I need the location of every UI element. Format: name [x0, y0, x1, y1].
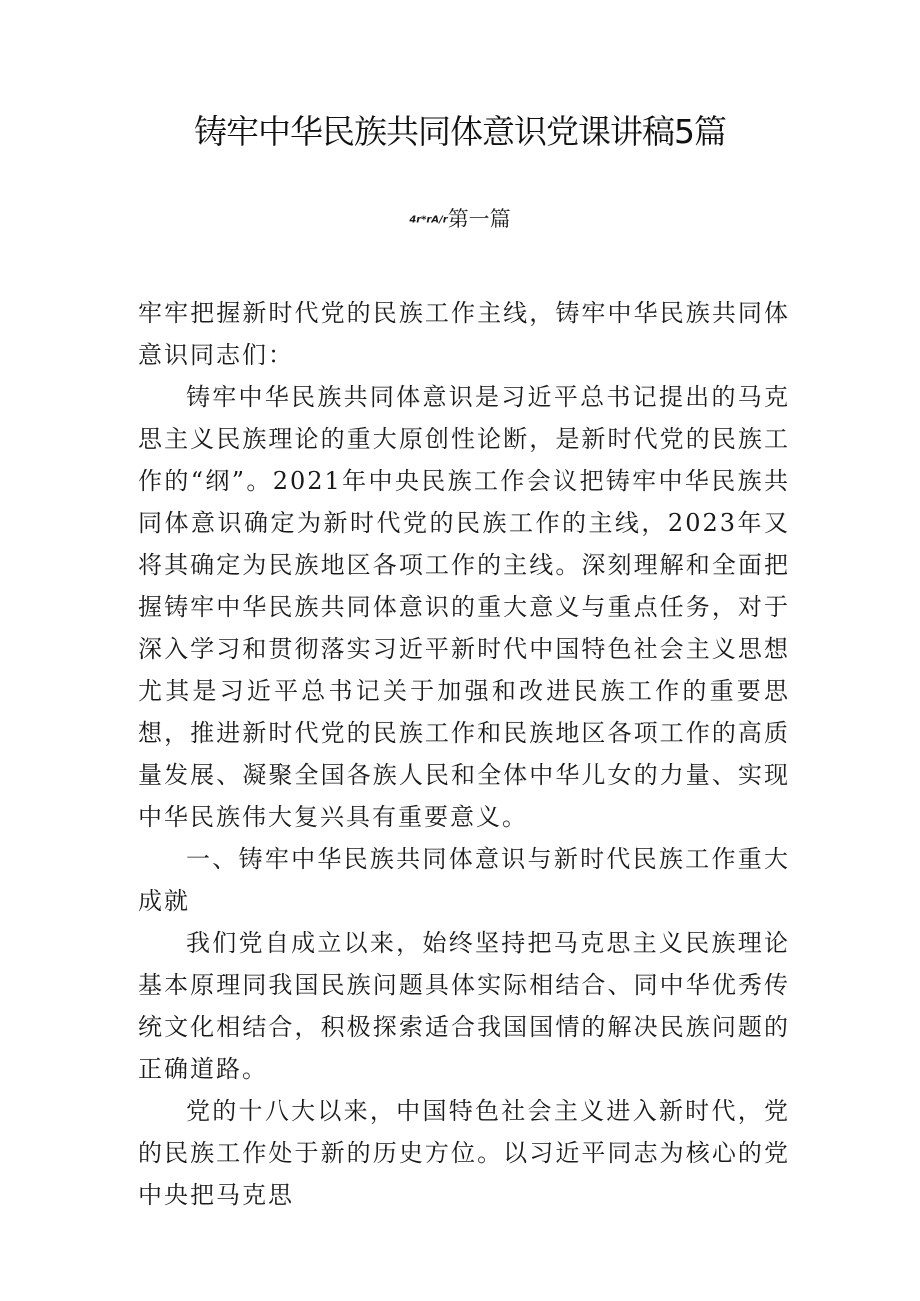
- document-body: [138, 292, 790, 1216]
- paragraph: 我们党自成立以来，始终坚持把马克思主义民族理论基本原理同我国民族问题具体实际相结合、同中华优秀传统文化相结合，积极探索适合我国国情的解决民族问题的正确道路。: [138, 929, 790, 1083]
- garbled-prefix: 4r*rA/r: [409, 214, 448, 226]
- section-heading: [0, 203, 920, 237]
- paragraph: 牢牢把握新时代党的民族工作主线，铸牢中华民族共同体意识同志们：: [138, 299, 790, 369]
- paragraph: 铸牢中华民族共同体意识是习近平总书记提出的马克思主义民族理论的重大原创性论断，是新时代党的民族工作的“纲”。2021年中央民族工作会议把铸牢中华民族共同体意识确定为新时代党的民族工作的主线，2023年又将其确定为民族地区各项工作的主线。深刻理解和全面把握铸牢中华民族共同体意识的重大意义与重点任务，对于深入学习和贯彻落实习近平新时代中国特色社会主义思想尤其是习近平总书记关于加强和改进民族工作的重要思想，推进新时代党的民族工作和民族地区各项工作的高质量发展、凝聚全国各族人民和全体中华儿女的力量、实现中华民族伟大复兴具有重要意义。: [138, 383, 790, 831]
- document-title: 铸牢中华民族共同体意识党课讲稿5篇: [194, 112, 726, 151]
- paragraph: 党的十八大以来，中国特色社会主义进入新时代，党的民族工作处于新的历史方位。以习近平同志为核心的党中央把马克思: [138, 1097, 790, 1209]
- section-heading-text: 第一篇: [447, 207, 511, 231]
- section-subheading: 一、铸牢中华民族共同体意识与新时代民族工作重大成就: [138, 845, 790, 915]
